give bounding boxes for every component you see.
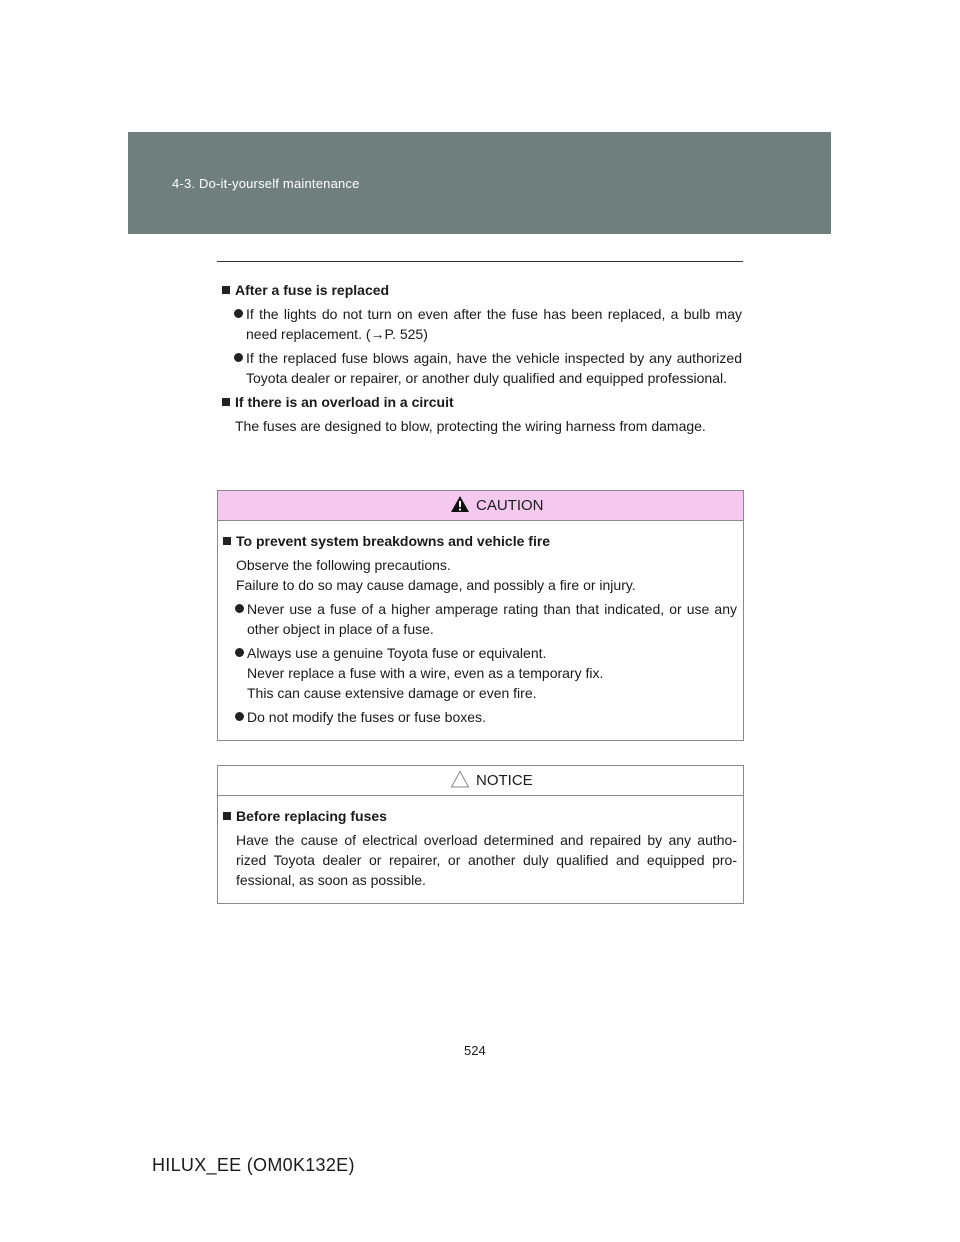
list-item: If the replaced fuse blows again, have the vehicle inspected by any authorized Toyota dealer or repairer, or another duly qualified and equipped professional. bbox=[222, 348, 742, 388]
square-bullet-icon bbox=[222, 398, 230, 406]
notice-header bbox=[218, 766, 743, 796]
caution-header bbox=[218, 491, 743, 521]
round-bullet-icon bbox=[235, 604, 244, 613]
square-bullet-icon bbox=[223, 812, 231, 820]
square-bullet-icon bbox=[223, 537, 231, 545]
round-bullet-icon bbox=[234, 353, 243, 362]
round-bullet-icon bbox=[234, 309, 243, 318]
paragraph: Observe the following precautions. Failure to do so may cause damage, and possibly a fire or injury. bbox=[236, 557, 636, 593]
main-content bbox=[222, 280, 742, 436]
notice-body bbox=[218, 796, 743, 890]
square-bullet-icon bbox=[222, 286, 230, 294]
list-item: Always use a genuine Toyota fuse or equivalent. Never replace a fuse with a wire, even as a temporary fix. This can cause extensive damage or even fire. bbox=[223, 643, 737, 703]
document-code: HILUX_EE (OM0K132E) bbox=[152, 1155, 355, 1175]
section-heading: After a fuse is replaced bbox=[222, 280, 742, 300]
list-item: Never use a fuse of a higher amperage rating than that indicated, or use any other object in place of a fuse. bbox=[223, 599, 737, 639]
round-bullet-icon bbox=[235, 648, 244, 657]
warning-icon bbox=[450, 495, 470, 513]
section-heading: If there is an overload in a circuit bbox=[222, 392, 742, 412]
caution-box bbox=[217, 490, 744, 741]
divider bbox=[217, 261, 743, 262]
caution-heading: To prevent system breakdowns and vehicle fire bbox=[223, 531, 737, 551]
caution-body bbox=[218, 521, 743, 727]
notice-heading: Before replacing fuses bbox=[223, 806, 737, 826]
section-title: 4-3. Do-it-yourself maintenance bbox=[172, 176, 360, 191]
list-item: Do not modify the fuses or fuse boxes. bbox=[223, 707, 737, 727]
caution-title: CAUTION bbox=[476, 497, 544, 514]
round-bullet-icon bbox=[235, 712, 244, 721]
notice-title: NOTICE bbox=[476, 772, 533, 789]
warning-outline-icon bbox=[450, 770, 470, 788]
paragraph: Have the cause of electrical overload determined and repaired by any autho-rized Toyota dealer or repairer, or another duly qualified and equipped pro-fessional, as soon as possible. bbox=[236, 832, 737, 888]
notice-box bbox=[217, 765, 744, 904]
list-item: If the lights do not turn on even after the fuse has been replaced, a bulb may need replacement. (→P. 525) bbox=[222, 304, 742, 344]
page-number: 524 bbox=[464, 1043, 486, 1058]
paragraph: The fuses are designed to blow, protecting the wiring harness from damage. bbox=[235, 418, 706, 434]
header-band bbox=[128, 132, 831, 234]
